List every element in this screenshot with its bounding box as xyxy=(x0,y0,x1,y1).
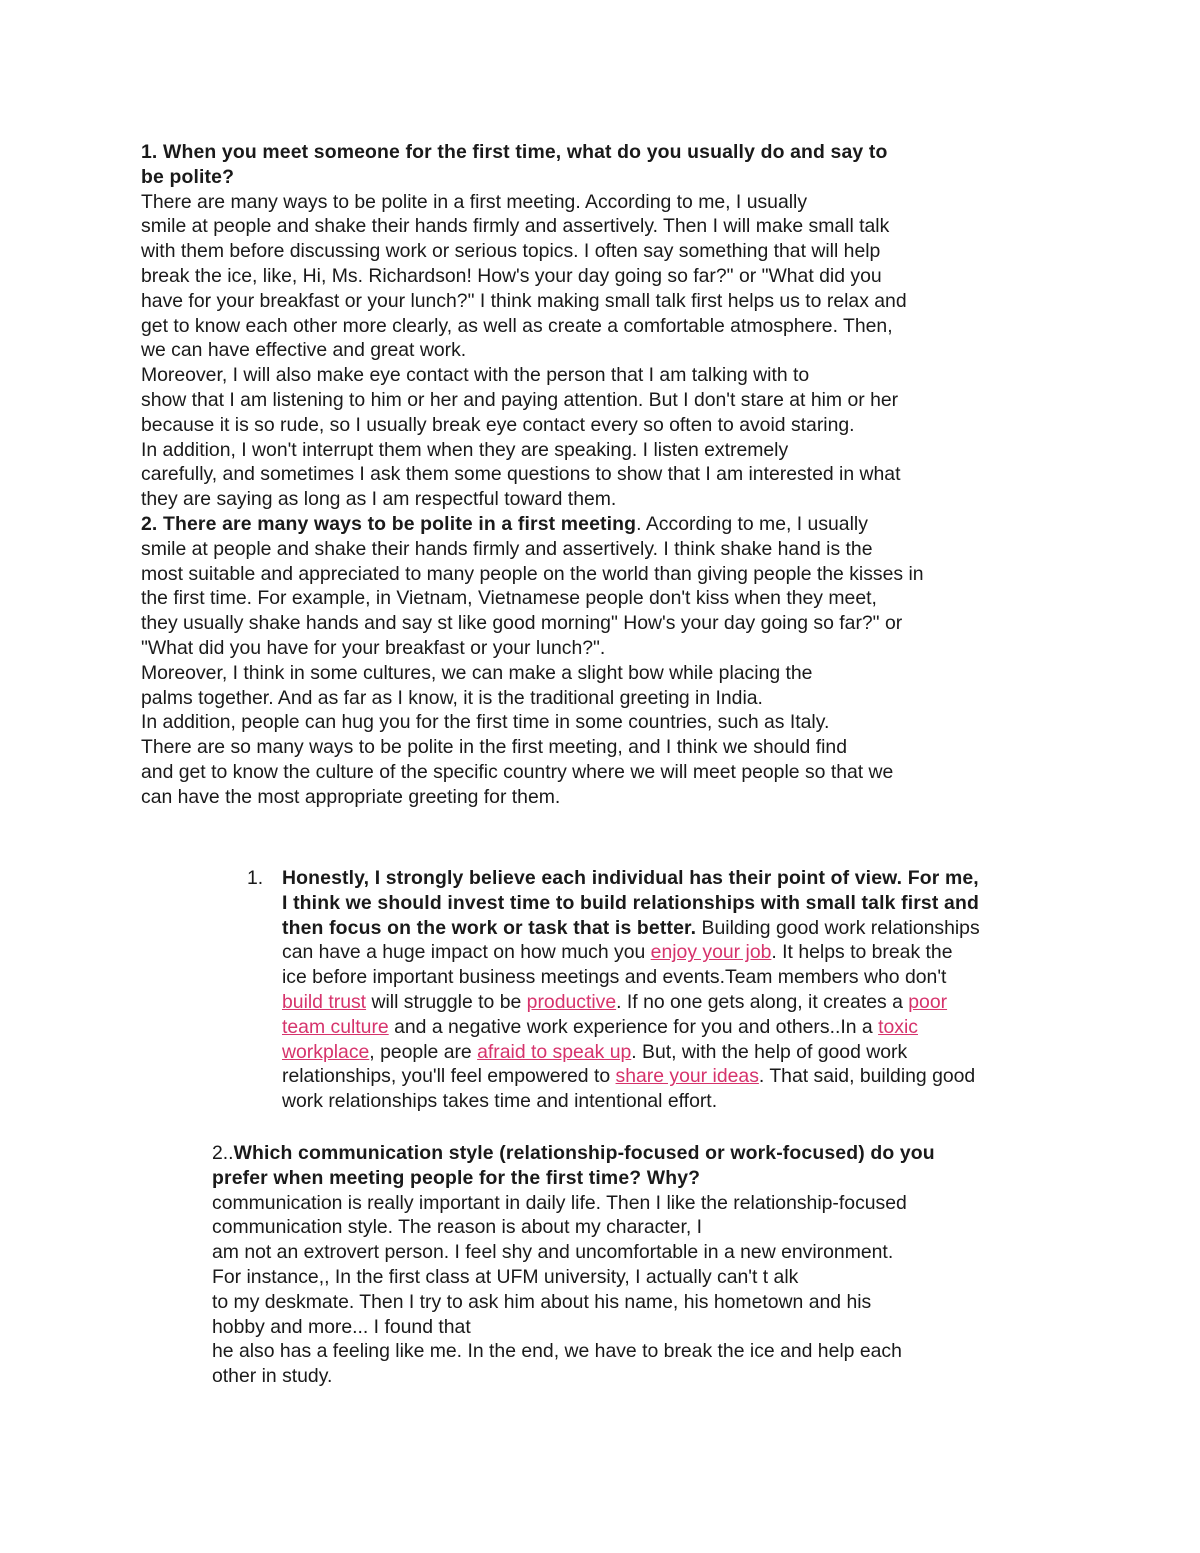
link-toxic-workplace[interactable]: workplace xyxy=(282,1040,370,1063)
list-line xyxy=(282,1015,1072,1040)
answer-2-line: they usually shake hands and say st like good morning" How's your day going so far?" or xyxy=(141,612,903,635)
question-2-line-2: prefer when meeting people for the first time? Why? xyxy=(212,1166,701,1189)
list-number: 1. xyxy=(247,867,264,889)
answer-2-line: and get to know the culture of the specific country where we will meet people so that we xyxy=(141,760,894,783)
answer-3-line: he also has a feeling like me. In the end, we have to break the ice and help each xyxy=(212,1340,902,1363)
list-item-body xyxy=(282,866,1072,1114)
list-bold-line: I think we should invest time to build relationships with small talk first and xyxy=(282,891,979,914)
list-line xyxy=(282,940,1072,965)
answer-2-line: smile at people and shake their hands firmly and assertively. I think shake hand is the xyxy=(141,537,873,560)
answer-2-line: "What did you have for your breakfast or your lunch?". xyxy=(141,636,606,659)
answer-1-line: have for your breakfast or your lunch?" I think making small talk first helps us to relax and xyxy=(141,289,907,312)
answer-1-line: with them before discussing work or serious topics. I often say something that will help xyxy=(141,240,881,263)
section-communication-style xyxy=(212,1141,1072,1389)
list-line xyxy=(282,1064,1072,1089)
answer-2-line: can have the most appropriate greeting for them. xyxy=(141,785,561,808)
list-text: . But, with the help of good work xyxy=(631,1040,908,1063)
answer-2-line: Moreover, I think in some cultures, we can make a slight bow while placing the xyxy=(141,661,813,684)
answer-3-line: other in study. xyxy=(212,1365,333,1388)
answer-1-line: because it is so rude, so I usually break eye contact every so often to avoid staring. xyxy=(141,413,855,436)
answer-1-line: There are many ways to be polite in a first meeting. According to me, I usually xyxy=(141,190,808,213)
section-2-heading xyxy=(141,512,1041,537)
list-text: Building good work relationships xyxy=(696,916,980,939)
answer-3-line: hobby and more... I found that xyxy=(212,1315,471,1338)
link-poor-team-culture[interactable]: team culture xyxy=(282,1015,389,1038)
list-line xyxy=(282,916,1072,941)
list-text: . That said, building good xyxy=(758,1065,976,1088)
answer-2-line: palms together. And as far as I know, it is the traditional greeting in India. xyxy=(141,686,763,709)
answer-2-line: There are so many ways to be polite in the first meeting, and I think we should find xyxy=(141,736,847,759)
question-2-line-1 xyxy=(212,1141,1072,1166)
list-line: ice before important business meetings and events.Team members who don't xyxy=(282,966,947,989)
answer-3-line: am not an extrovert person. I feel shy and uncomfortable in a new environment. xyxy=(212,1241,894,1264)
answer-1-line: get to know each other more clearly, as well as create a comfortable atmosphere. Then, xyxy=(141,314,893,337)
link-afraid-to-speak-up[interactable]: afraid to speak up xyxy=(477,1040,632,1063)
section-first-meeting xyxy=(141,140,1041,810)
question-2-prefix: 2.. xyxy=(212,1142,234,1164)
link-share-your-ideas[interactable]: share your ideas xyxy=(615,1065,759,1088)
list-text: . If no one gets along, it creates a xyxy=(616,990,909,1013)
link-poor-team-culture[interactable]: poor xyxy=(908,990,948,1013)
answer-3-line: communication is really important in daily life. Then I like the relationship-focused xyxy=(212,1191,907,1214)
list-text: can have a huge impact on how much you xyxy=(282,941,651,964)
link-toxic-workplace[interactable]: toxic xyxy=(878,1015,918,1038)
answer-2-line: most suitable and appreciated to many people on the world than giving people the kisses in xyxy=(141,562,924,585)
section-2-heading-rest: . According to me, I usually xyxy=(636,512,868,535)
answer-2-line: In addition, people can hug you for the first time in some countries, such as Italy. xyxy=(141,711,830,734)
list-text: , people are xyxy=(369,1040,478,1063)
answer-1-line: Moreover, I will also make eye contact with the person that I am talking with to xyxy=(141,364,810,387)
answer-1-line: In addition, I won't interrupt them when they are speaking. I listen extremely xyxy=(141,438,789,461)
question-1-line-1: 1. When you meet someone for the first time, what do you usually do and say to xyxy=(141,141,888,163)
list-line xyxy=(282,1040,1072,1065)
link-productive[interactable]: productive xyxy=(526,990,617,1013)
answer-1-line: we can have effective and great work. xyxy=(141,339,467,362)
section-2-heading-bold: 2. There are many ways to be polite in a first meeting xyxy=(141,512,637,535)
answer-3-line: to my deskmate. Then I try to ask him about his name, his hometown and his xyxy=(212,1290,872,1313)
answer-1-line: smile at people and shake their hands firmly and assertively. Then I will make small talk xyxy=(141,215,890,238)
answer-3-line: For instance,, In the first class at UFM university, I actually can't t alk xyxy=(212,1265,799,1288)
list-text: . It helps to break the xyxy=(771,941,953,964)
answer-1-line: carefully, and sometimes I ask them some questions to show that I am interested in what xyxy=(141,463,901,486)
list-text: will struggle to be xyxy=(366,990,527,1013)
link-enjoy-your-job[interactable]: enjoy your job xyxy=(650,941,772,964)
list-bold-line: Honestly, I strongly believe each individual has their point of view. For me, xyxy=(282,867,979,889)
question-1-line-2: be polite? xyxy=(141,165,235,188)
question-2-text: Which communication style (relationship-focused or work-focused) do you xyxy=(233,1142,935,1164)
answer-3-line: communication style. The reason is about my character, I xyxy=(212,1216,703,1239)
list-text: relationships, you'll feel empowered to xyxy=(282,1065,616,1088)
answer-1-line: they are saying as long as I am respectful toward them. xyxy=(141,488,617,511)
answer-1-line: break the ice, like, Hi, Ms. Richardson! How's your day going so far?" or "What did you xyxy=(141,264,882,287)
list-bold-line: then focus on the work or task that is better. xyxy=(282,916,697,939)
list-line: work relationships takes time and intentional effort. xyxy=(282,1090,718,1113)
list-line xyxy=(282,990,1072,1015)
answer-2-line: the first time. For example, in Vietnam, Vietnamese people don't kiss when they meet, xyxy=(141,587,877,610)
list-text: and a negative work experience for you and others..In a xyxy=(388,1015,879,1038)
link-build-trust[interactable]: build trust xyxy=(282,990,367,1013)
answer-1-line: show that I am listening to him or her and paying attention. But I don't stare at him or her xyxy=(141,388,899,411)
